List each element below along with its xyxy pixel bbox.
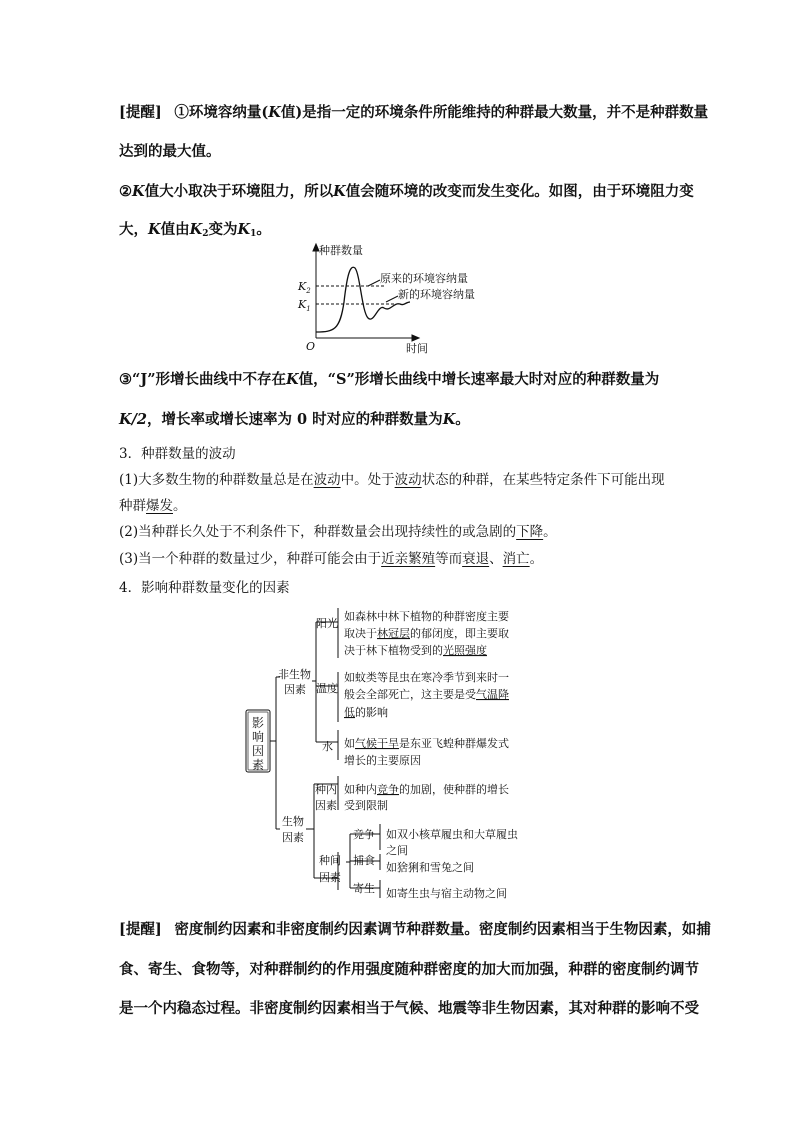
sunlight-text-3: 决于林下植物受到的光照强度 <box>344 644 487 657</box>
tip2-line-3: 是一个内稳态过程。非密度制约因素相当于气候、地震等非生物因素，其对种群的影响不受 <box>119 1000 699 1017</box>
tip1-line-4: 大，K值由$K_2$变为$K_1$。 <box>119 221 271 239</box>
root-char-3: 因 <box>252 744 265 758</box>
root-char-2: 响 <box>252 730 265 744</box>
parasitism-text: 如寄生虫与宿主动物之间 <box>386 887 507 900</box>
section3-p1-cont: 种群爆发。 <box>119 498 187 514</box>
water-text-2: 增长的主要原因 <box>344 754 421 767</box>
predation-text: 如猞猁和雪兔之间 <box>386 861 474 874</box>
section4-title: 4．影响种群数量变化的因素 <box>119 580 290 596</box>
tip2-line-2: 食、寄生、食物等，对种群制约的作用强度随种群密度的加大而加强，种群的密度制约调节 <box>119 961 699 978</box>
pointer-old <box>368 280 380 286</box>
water-text-1: 如气候干旱是东亚飞蝗种群爆发式 <box>344 737 509 750</box>
root-char-1: 影 <box>252 716 265 730</box>
competition-label: 竞争 <box>353 828 375 841</box>
graph-old-capacity-label: 原来的环境容纳量 <box>380 272 468 285</box>
interspecific-label-1: 种间 <box>319 854 341 867</box>
temperature-text-1: 如蚊类等昆虫在寒冷季节到来时一 <box>344 671 509 684</box>
graph-k2-label: $K_2$ <box>298 280 311 295</box>
tip1-line-2: 达到的最大值。 <box>119 143 221 160</box>
graph-new-capacity-label: 新的环境容纳量 <box>398 288 475 301</box>
biotic-label-1: 生物 <box>282 815 304 828</box>
graph-origin: O <box>306 340 316 353</box>
graph-k1-label: $K_1$ <box>298 298 311 313</box>
tip2-label: [提醒] <box>119 921 162 938</box>
carrying-capacity-graph <box>290 240 520 356</box>
intraspecific-text-1: 如种内竞争的加剧，使种群的增长 <box>344 783 509 796</box>
intraspecific-label-1: 种内 <box>315 783 337 796</box>
parasitism-label: 寄生 <box>353 882 375 895</box>
biotic-label-2: 因素 <box>282 831 304 844</box>
tip1-line-1: [提醒] ①环境容纳量(K值)是指一定的环境条件所能维持的种群最大数量，并不是种群数量 <box>119 104 709 121</box>
interspecific-label-2: 因素 <box>319 871 341 884</box>
graph-xlabel: 时间 <box>406 342 428 355</box>
competition-text-2: 之间 <box>386 844 408 857</box>
sunlight-text-2: 取决于林冠层的郁闭度，即主要取 <box>344 627 509 640</box>
abiotic-label-2: 因素 <box>284 683 306 696</box>
intraspecific-label-2: 因素 <box>315 799 337 812</box>
tip1-line-6: K/2，增长率或增长速率为 0 时对应的种群数量为K。 <box>119 411 470 428</box>
sunlight-label: 阳光 <box>316 617 338 630</box>
tip-label: [提醒] <box>119 104 162 121</box>
section3-title: 3．种群数量的波动 <box>119 446 236 462</box>
tip1-line-3: ②K值大小取决于环境阻力，所以K值会随环境的改变而发生变化。如图，由于环境阻力变 <box>119 183 694 200</box>
water-label: 水 <box>322 740 333 753</box>
temperature-text-2: 般会全部死亡，这主要是受气温降 <box>344 688 509 701</box>
section3-p1: (1)大多数生物的种群数量总是在波动中。处于波动状态的种群，在某些特定条件下可能出现 <box>119 472 665 488</box>
intraspecific-text-2: 受到限制 <box>344 799 388 812</box>
predation-label: 捕食 <box>353 854 375 867</box>
tip1-line-5: ③“J”形增长曲线中不存在K值，“S”形增长曲线中增长速率最大时对应的种群数量为 <box>119 371 660 388</box>
graph-ylabel: 种群数量 <box>319 244 363 257</box>
temperature-label: 温度 <box>316 682 338 695</box>
root-char-4: 素 <box>252 758 265 772</box>
section3-p3: (3)当一个种群的数量过少，种群可能会由于近亲繁殖等而衰退、消亡。 <box>119 551 544 567</box>
x-axis-arrow <box>412 335 419 341</box>
sunlight-text-1: 如森林中林下植物的种群密度主要 <box>344 610 509 623</box>
competition-text-1: 如双小核草履虫和大草履虫 <box>386 828 518 841</box>
pointer-new <box>386 296 398 302</box>
influencing-factors-tree <box>240 600 560 906</box>
tip2-line-1: [提醒] 密度制约因素和非密度制约因素调节种群数量。密度制约因素相当于生物因素，如捕 <box>119 921 711 938</box>
abiotic-label-1: 非生物 <box>278 668 311 681</box>
temperature-text-3: 低的影响 <box>344 706 388 719</box>
section3-p2: (2)当种群长久处于不利条件下，种群数量会出现持续性的或急剧的下降。 <box>119 524 557 540</box>
